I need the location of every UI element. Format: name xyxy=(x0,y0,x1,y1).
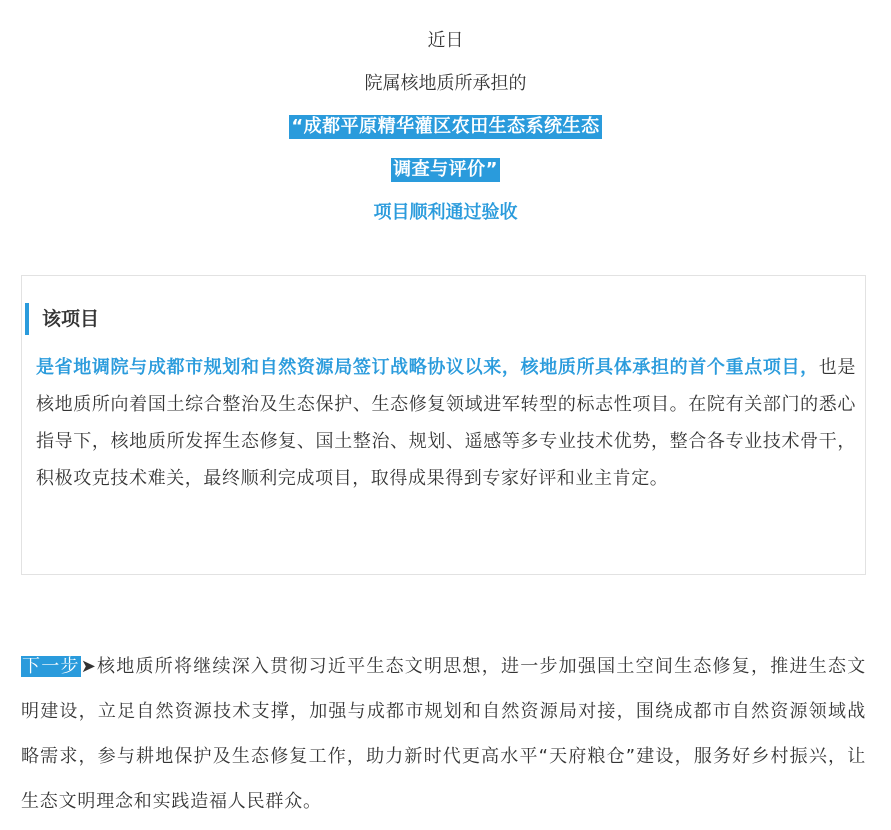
project-title-highlight-1: “成都平原精华灌区农田生态系统生态 xyxy=(291,116,600,137)
header-line-2: 院属核地质所承担的 xyxy=(364,73,527,94)
next-step-paragraph xyxy=(21,644,866,824)
card-body-text: 也是核地质所向着国土综合整治及生态保护、生态修复领域进军转型的标志性项目。在院有关部门的悉心指导下，核地质所发挥生态修复、国土整治、规划、遥感等多专业技术优势，整合各专业技术骨干，积极攻克技术难关，最终顺利完成项目，取得成果得到专家好评和业主肯定。 xyxy=(36,357,857,489)
card-emphasis-text: 是省地调院与成都市规划和自然资源局签订战略协议以来，核地质所具体承担的首个重点项目， xyxy=(36,357,819,378)
card-accent-bar xyxy=(25,303,29,335)
project-info-card xyxy=(21,275,866,575)
project-title-line-2 xyxy=(0,157,891,183)
project-title-line-1 xyxy=(0,114,891,140)
header-line-1: 近日 xyxy=(427,30,464,51)
card-body xyxy=(36,349,856,497)
project-title-highlight-2: 调查与评价” xyxy=(393,159,498,180)
next-step-label: 下一步 xyxy=(22,656,80,677)
header-line-5: 项目顺利通过验收 xyxy=(373,202,518,223)
next-step-text: 核地质所将继续深入贯彻习近平生态文明思想，进一步加强国土空间生态修复，推进生态文明建设，立足自然资源技术支撑，加强与成都市规划和自然资源局对接，围绕成都市自然资源领域战略需求，参与耕地保护及生态修复工作，助力新时代更高水平“天府粮仓”建设，服务好乡村振兴，让生态文明理念和实践造福人民群众。 xyxy=(21,656,867,812)
arrow-icon: ➤ xyxy=(80,656,97,677)
card-title: 该项目 xyxy=(42,308,100,330)
